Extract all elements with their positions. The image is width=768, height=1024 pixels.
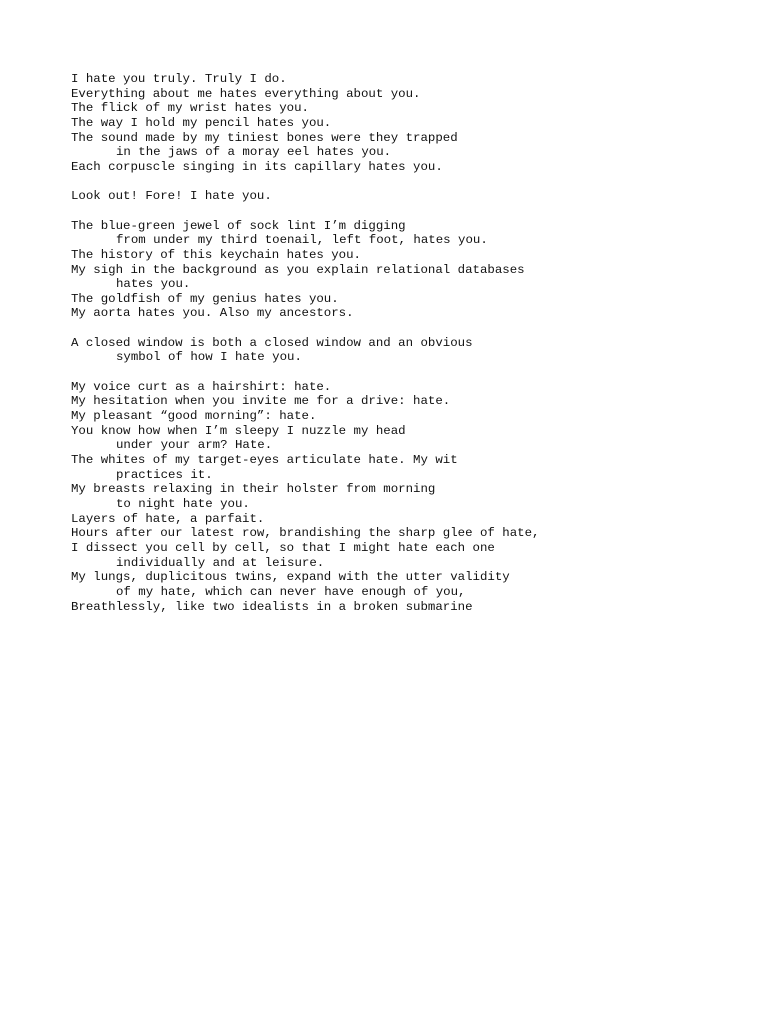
poem-line: The sound made by my tiniest bones were they trapped	[71, 130, 458, 145]
poem-line: I hate you truly. Truly I do.	[71, 72, 287, 86]
poem-line: Everything about me hates everything about you.	[71, 86, 421, 101]
poem-line: symbol of how I hate you.	[116, 350, 302, 365]
stanza-break	[71, 365, 751, 380]
poem-line: The way I hold my pencil hates you.	[71, 115, 332, 130]
poem-line: My breasts relaxing in their holster from morning	[71, 482, 436, 497]
poem-line: Layers of hate, a parfait.	[71, 511, 265, 526]
stanza-break	[71, 175, 751, 190]
poem-line: My aorta hates you. Also my ancestors.	[71, 306, 354, 321]
poem-line: My lungs, duplicitous twins, expand with the utter validity	[71, 570, 510, 585]
poem-line: You know how when I’m sleepy I nuzzle my head	[71, 423, 406, 438]
poem-line: to night hate you.	[116, 496, 250, 511]
poem-line: from under my third toenail, left foot, hates you.	[116, 233, 488, 248]
poem-line: My hesitation when you invite me for a drive: hate.	[71, 394, 451, 409]
poem-line: individually and at leisure.	[116, 555, 325, 570]
poem-line: A closed window is both a closed window and an obvious	[71, 335, 473, 350]
poem-line: The history of this keychain hates you.	[71, 247, 361, 262]
poem-line: in the jaws of a moray eel hates you.	[116, 145, 392, 160]
poem-line: My pleasant “good morning”: hate.	[71, 409, 317, 424]
poem-line: hates you.	[116, 277, 191, 292]
poem-line: I dissect you cell by cell, so that I might hate each one	[71, 540, 495, 555]
poem-line: practices it.	[116, 467, 213, 482]
poem-line: The blue-green jewel of sock lint I’m digging	[71, 218, 406, 233]
poem-line: Hours after our latest row, brandishing the sharp glee of hate,	[71, 526, 540, 541]
poem-line: Look out! Fore! I hate you.	[71, 189, 272, 204]
poem-line: The whites of my target-eyes articulate hate. My wit	[71, 453, 458, 467]
poem-line: My voice curt as a hairshirt: hate.	[71, 379, 332, 394]
stanza-break	[71, 321, 751, 336]
stanza-break	[71, 204, 751, 219]
poem-line: of my hate, which can never have enough of you,	[116, 584, 466, 599]
poem-line: The flick of my wrist hates you.	[71, 101, 309, 116]
poem-text	[71, 72, 751, 614]
poem-line: Breathlessly, like two idealists in a broken submarine	[71, 599, 473, 614]
poem-line: under your arm? Hate.	[116, 438, 273, 453]
poem-line: The goldfish of my genius hates you.	[71, 291, 339, 306]
poem-line: My sigh in the background as you explain relational databases	[71, 262, 525, 277]
poem-line: Each corpuscle singing in its capillary hates you.	[71, 159, 443, 174]
